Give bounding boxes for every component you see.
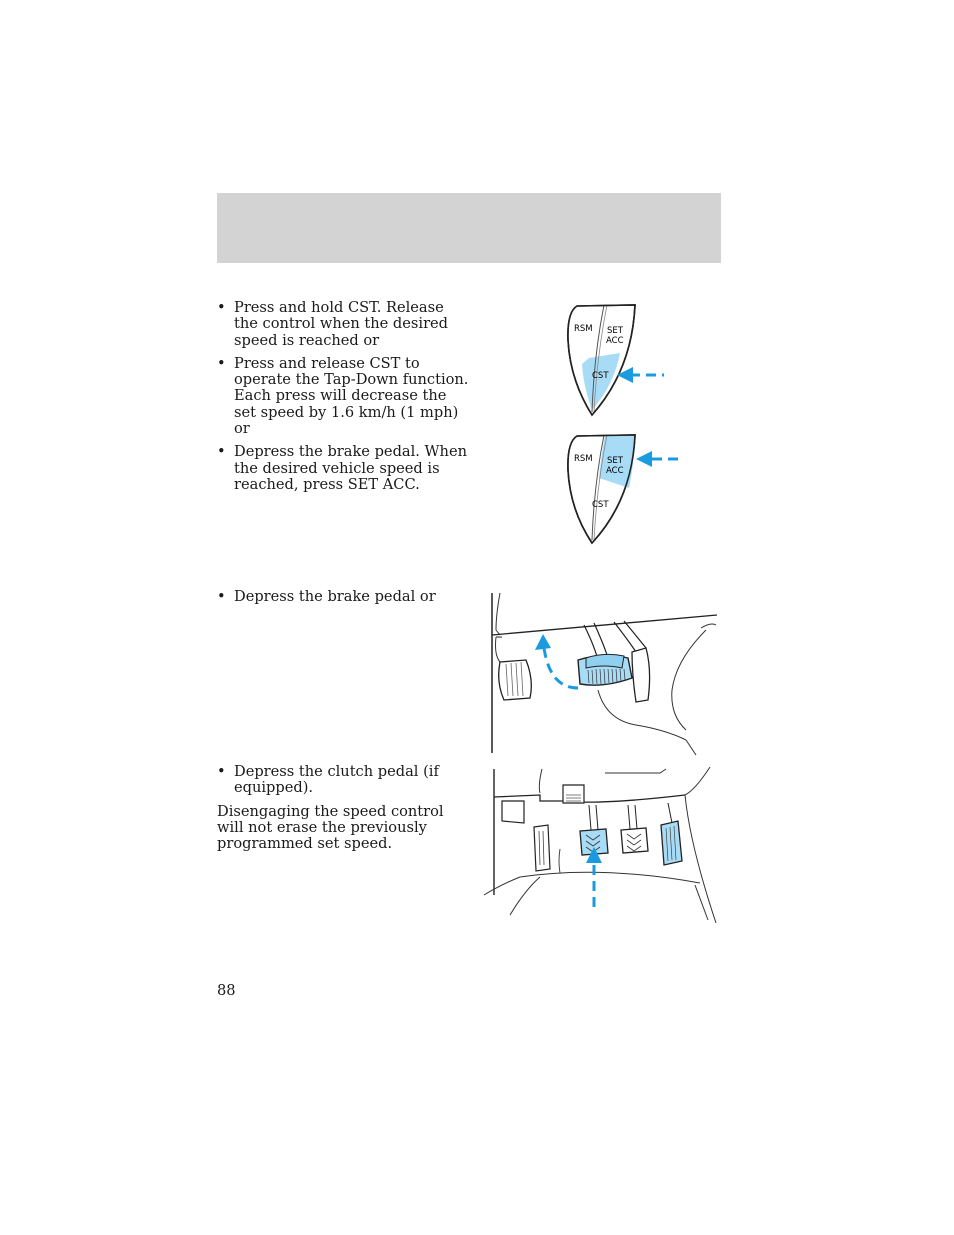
set-acc-switch-illustration bbox=[560, 430, 690, 550]
rsm-label: RSM bbox=[574, 454, 593, 464]
bullet-text: Press and hold CST. Release the control when the desired speed is reached or bbox=[234, 299, 449, 349]
bullet-dot-icon: • bbox=[217, 763, 226, 780]
bullet-dot-icon: • bbox=[217, 354, 226, 372]
cst-switch-illustration bbox=[560, 300, 680, 420]
brake-pedal-illustration bbox=[486, 590, 721, 755]
rsm-label: RSM bbox=[574, 324, 593, 334]
bullet-text: Depress the brake pedal or bbox=[234, 588, 436, 605]
bullet-item bbox=[217, 356, 472, 437]
set-label: SET bbox=[607, 456, 623, 466]
section-header-band bbox=[217, 193, 721, 263]
cst-label: CST bbox=[592, 500, 609, 510]
bullet-dot-icon: • bbox=[217, 588, 226, 605]
note-paragraph: Disengaging the speed control will not erase the previously programmed set speed. bbox=[217, 802, 444, 853]
bullet-text: Depress the brake pedal. When the desired vehicle speed is reached, press SET ACC. bbox=[234, 443, 467, 493]
bullet-dot-icon: • bbox=[217, 443, 226, 461]
bullet-text: Depress the clutch pedal (if equipped). bbox=[234, 763, 439, 797]
acc-label: ACC bbox=[606, 336, 624, 346]
bullet-item bbox=[217, 589, 472, 605]
dashed-arrow-shaft bbox=[544, 648, 578, 688]
bullet-text: Press and release CST to operate the Tap-Down function. Each press will decrease the set speed by 1.6 km/h (1 mph) or bbox=[234, 354, 469, 438]
bullet-item bbox=[217, 300, 472, 349]
bullet-item bbox=[217, 764, 472, 797]
speed-reduction-instructions bbox=[217, 300, 472, 500]
bullet-dot-icon: • bbox=[217, 299, 226, 316]
brake-pedal-instruction bbox=[217, 589, 472, 612]
set-label: SET bbox=[607, 326, 623, 336]
clutch-pedal-illustration bbox=[480, 765, 720, 925]
clutch-pedal-instruction bbox=[217, 764, 472, 852]
bullet-item bbox=[217, 444, 472, 493]
arrow-left-icon bbox=[636, 451, 652, 467]
cst-label: CST bbox=[592, 371, 609, 381]
page-number: 88 bbox=[217, 982, 236, 999]
acc-label: ACC bbox=[606, 466, 624, 476]
arrow-up-icon bbox=[535, 634, 551, 650]
